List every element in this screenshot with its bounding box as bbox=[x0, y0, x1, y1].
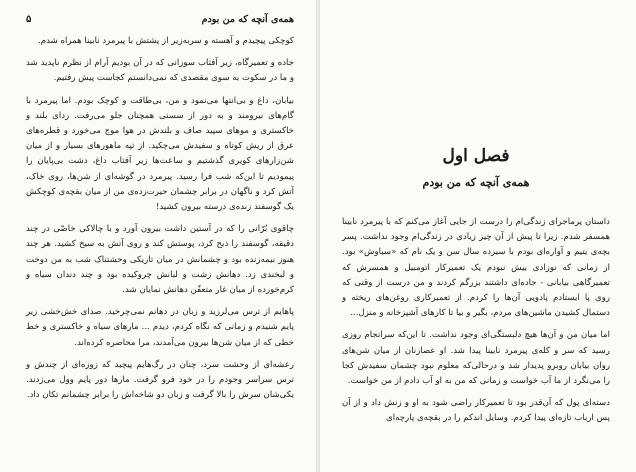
running-head-title: همه‌ی آنچه که من بودم bbox=[201, 14, 294, 25]
paragraph: چاقوی بُرّانی را که در آستین داشت بیرون آورد و با چالاکی خاصّی در چند دقیقه، گوسفند را ذبح کرد، پوستش کند و روی آتش به سیخ کشید. هر چند هنوز نیمه‌زنده بود و چشمانش در میان تاریکی وحشتناک شب به من دوخت و لبخندی زد. دهانش زشت و لبانش چروکیده بود و چند دندان سیاه و کرم‌خورده از میان غار متعفّن دهانش نمایان شد. bbox=[26, 224, 294, 296]
paragraph: بیابان، داغ و بی‌انتها می‌نمود و من، بی‌طاقت و کوچک بودم. اما پیرمرد با گام‌های نیرومند و به دور از سستی همچنان جلو می‌رفت. ردای بلند و خاکستری و موهای سپید صاف و بلندش در هوا موج می‌خورد و قطره‌های عرق از ریش کوتاه و سفیدش می‌چکید. از تپه ماهورهای بسیار و از میان شن‌زارهای کویری گذشتیم و ساعت‌ها زیر آفتاب داغ، دشت بی‌پایان را پیمودیم تا این‌که شب فرا رسید. پیرمرد در گوشه‌ای از شن‌ها، روی خاک، آتش کرد و ناگهان در برابر چشمان حیرت‌زده‌ی من از میان بقچه‌ی کوچکش یک گوسفند زنده‌ی درسته بیرون کشید! bbox=[26, 95, 294, 213]
paragraph: اما میان من و آن‌ها هیچ دلبستگی‌ای وجود نداشت. تا این‌که سرانجام روزی رسید که سر و کله‌ی پیرمرد نابینا پیدا شد. او عصازنان از میان شن‌های روان بیابان روبرو پدیدار شد و درحالی‌که معلوم نبود چشمان سفیدش کجا را می‌نگرد از ما آب خواست و زمانی که من به او آب دادم از من خواست. bbox=[342, 330, 610, 387]
running-head bbox=[26, 14, 294, 25]
paragraph: داستان پرماجرای زندگی‌ام را درست از جایی آغاز می‌کنم که با پیرمرد نابینا همسفر شدم. زیرا تا پیش از آن چیز زیادی در زندگی‌ام وجود نداشت. پسر بچه‌ی یتیم و آواره‌ای بودم با سیزده سال سن و یک نام که «سیاوش» بود. از زمانی که نوزادی بیش نبودم یک تعمیرکار اتومبیل و همسرش که تعمیرگاهی بیابانی - جاده‌ای داشتند بزرگم کردند و من درست از وقتی که روی پا ایستادم پادویی آن‌ها را کردم. از تعمیرکاری روغن‌های ریخته و دستمال کشیدن ماشین‌های مردم، بگیر و بیا تا کارهای آشپزخانه و منزل... bbox=[342, 217, 610, 319]
chapter-subtitle: همه‌ی آنچه که من بودم bbox=[422, 176, 530, 189]
paragraph: رعشه‌ای از وحشت سرد، چنان در رگ‌هایم پیچید که زوزه‌ای از چندش و ترس سراسر وجودم را در خود فرو گرفت. مارها دور پایم وول می‌زدند. یکی‌شان سرش را بالا گرفت و زبان دو شاخه‌اش را برابر چشمانم تکان داد. bbox=[26, 359, 294, 401]
right-page bbox=[320, 0, 636, 472]
chapter-title: فصل اول bbox=[442, 146, 510, 166]
paragraph: جاده و تعمیرگاه، زیر آفتاب سوزانی که در آن بودیم آرام از نظرم ناپدید شد و ما در سکوت به سوی مقصدی که نمی‌دانستم کجاست پیش رفتیم. bbox=[26, 58, 294, 84]
paragraph: پاهایم از ترس می‌لرزید و زبان در دهانم نمی‌چرخید. صدای خش‌خشی زیر پایم شنیدم و زمانی که نگاه کردم، دیدم ... مارهای سیاه و خاکستری و خط خطی که از میان شن‌ها بیرون می‌آمدند، مرا محاصره کرده‌اند. bbox=[26, 307, 294, 348]
paragraph: کوچکی پیچیدم و آهسته و سربه‌زیر از پشتش با پیرمرد نابینا همراه شدم. bbox=[38, 36, 294, 46]
paragraph: دسته‌ای پول که آن‌قدر بود تا تعمیرکار راضی شود به او و زنش داد و از آن پس ارباب تازه‌ای پیدا کردم. وسایل اندکم را در بقچه‌ی پارچه‌ای bbox=[342, 398, 610, 424]
left-page bbox=[0, 0, 316, 472]
page-number: ۵ bbox=[26, 14, 32, 25]
